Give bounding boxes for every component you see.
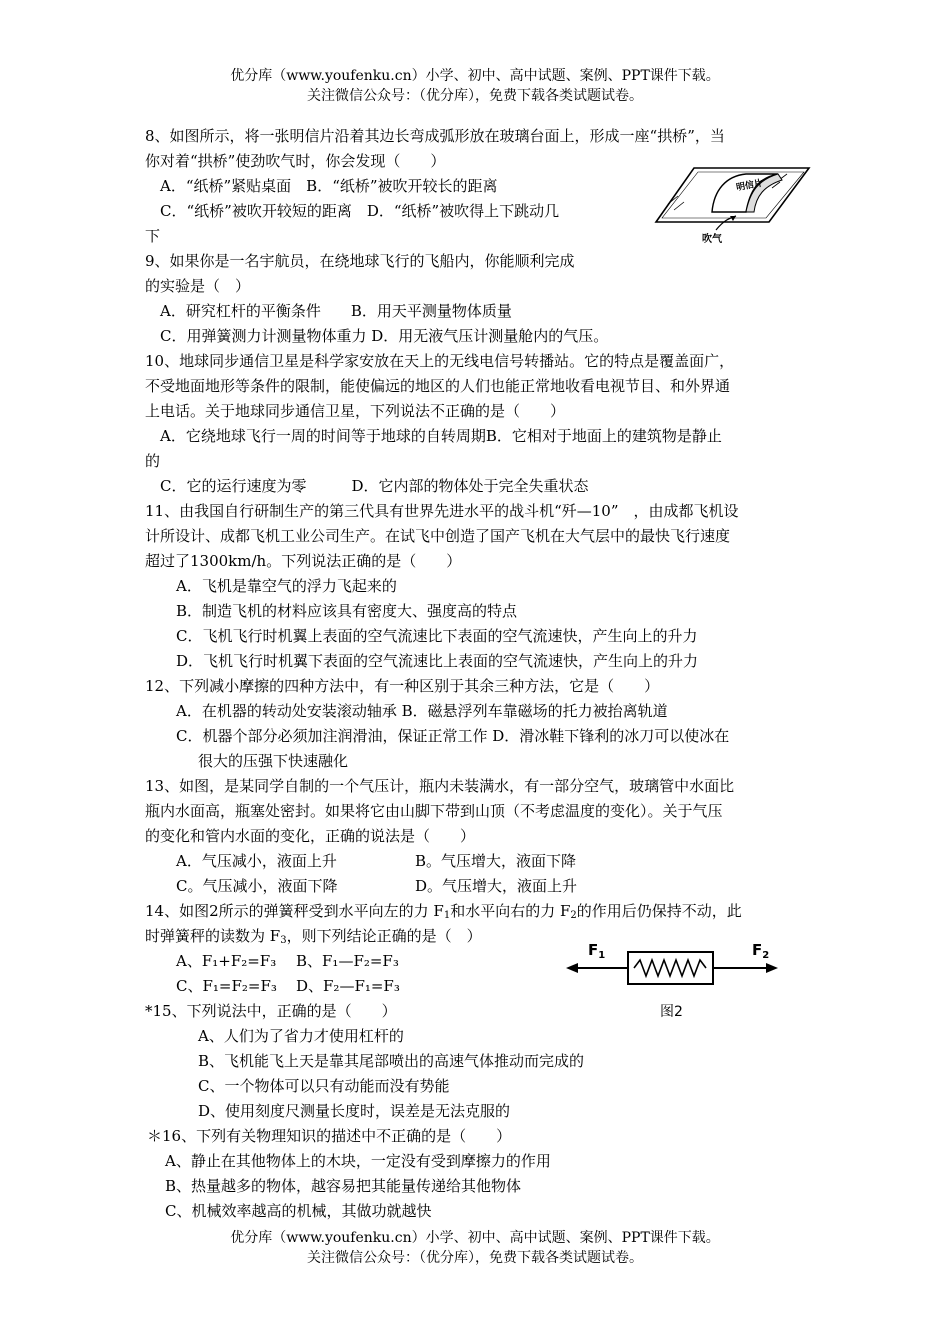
q8-options-cd-cont: 下 xyxy=(145,227,161,245)
q11-stem-line-3: 超过了1300km/h。下列说法正确的是（ ） xyxy=(145,552,462,570)
q14-stem-line-1: 14、如图2所示的弹簧秤受到水平向左的力 $F_1$和水平向右的力 $F_2$的作用后仍保持不动，此 xyxy=(145,902,742,921)
q10-stem-line-1: 10、地球同步通信卫星是科学家安放在天上的无线电信号转播站。它的特点是覆盖面广， xyxy=(145,352,735,370)
q14-stem-line-2: 时弹簧秤的读数为 $F_3$，则下列结论正确的是（ ） xyxy=(145,927,482,946)
force-f2-label: $F_2$ xyxy=(752,941,770,961)
header-line-1: 优分库（www.youfenku.cn）小学、初中、高中试题、案例、PPT课件下载。 xyxy=(230,68,720,84)
q8-stem-line-2: 你对着“拱桥”使劲吹气时，你会发现（ ） xyxy=(145,152,446,170)
q8-options-cd: C．“纸桥”被吹开较短的距离 D．“纸桥”被吹得上下跳动几 xyxy=(160,202,560,220)
q11-option-a: A．飞机是靠空气的浮力飞起来的 xyxy=(176,577,397,595)
q11-option-b: B．制造飞机的材料应该具有密度大、强度高的特点 xyxy=(176,602,518,620)
q10-stem-line-2: 不受地面地形等条件的限制，能使偏远的地区的人们也能正常地收看电视节目、和外界通 xyxy=(145,377,731,395)
q13-option-d: D。气压增大，液面上升 xyxy=(415,877,578,895)
q11-option-c: C．飞机飞行时机翼上表面的空气流速比下表面的空气流速快，产生向上的升力 xyxy=(176,627,698,645)
q16-stem: ＊16、下列有关物理知识的描述中不正确的是（ ） xyxy=(147,1127,512,1145)
q15-option-d: D、使用刻度尺测量长度时，误差是无法克服的 xyxy=(198,1102,511,1120)
q13-option-a: A．气压减小，液面上升 xyxy=(176,852,337,870)
q12-options-ab: A．在机器的转动处安装滚动轴承 B．磁悬浮列车靠磁场的托力被抬离轨道 xyxy=(176,702,668,720)
footer-line-1: 优分库（www.youfenku.cn）小学、初中、高中试题、案例、PPT课件下载。 xyxy=(230,1230,720,1246)
q8-options-ab: A．“纸桥”紧贴桌面 B．“纸桥”被吹开较长的距离 xyxy=(160,177,498,195)
q12-options-cd: C．机器个部分必须加注润滑油，保证正常工作 D．滑冰鞋下锋利的冰刀可以使冰在 xyxy=(176,727,730,745)
q11-stem-line-1: 11、由我国自行研制生产的第三代具有世界先进水平的战斗机“歼—10” ，由成都飞机设 xyxy=(145,502,739,520)
q15-stem: *15、下列说法中，正确的是（ ） xyxy=(145,1002,397,1020)
q9-stem-line-2: 的实验是（ ） xyxy=(145,277,251,295)
postcard-label: 明信片 xyxy=(735,178,764,194)
spring-balance-figure xyxy=(560,935,790,1025)
q14-option-a: A、F₁+F₂=F₃ xyxy=(176,952,277,970)
q15-option-c: C、一个物体可以只有动能而没有势能 xyxy=(198,1077,450,1095)
q16-option-a: A、静止在其他物体上的木块，一定没有受到摩擦力的作用 xyxy=(165,1152,551,1170)
q10-stem-line-3: 上电话。关于地球同步通信卫星，下列说法不正确的是（ ） xyxy=(145,402,566,420)
q11-stem-line-2: 计所设计、成都飞机工业公司生产。在试飞中创造了国产飞机在大气层中的最快飞行速度 xyxy=(145,527,731,545)
q12-stem: 12、下列减小摩擦的四种方法中，有一种区别于其余三种方法，它是（ ） xyxy=(145,677,660,695)
q10-options-ab-cont: 的 xyxy=(145,452,161,470)
q14-option-b: B、F₁—F₂=F₃ xyxy=(296,952,399,970)
q13-option-b: B。气压增大，液面下降 xyxy=(415,852,577,870)
q13-option-c: C。气压减小，液面下降 xyxy=(176,877,338,895)
q12-options-cd-cont: 很大的压强下快速融化 xyxy=(198,752,349,770)
spring-housing xyxy=(628,952,713,984)
q13-stem-line-2: 瓶内水面高，瓶塞处密封。如果将它由山脚下带到山顶（不考虑温度的变化）。关于气压 xyxy=(145,802,723,820)
q14-option-d: D、F₂—F₁=F₃ xyxy=(296,977,400,995)
q15-option-a: A、人们为了省力才使用杠杆的 xyxy=(198,1027,404,1045)
q11-option-d: D．飞机飞行时机翼下表面的空气流速比上表面的空气流速快，产生向上的升力 xyxy=(176,652,699,670)
blow-caption: 吹气 xyxy=(702,234,722,245)
q15-option-b: B、飞机能飞上天是靠其尾部喷出的高速气体推动而完成的 xyxy=(198,1052,585,1070)
figure-2-caption: 图2 xyxy=(660,1004,683,1020)
footer-line-2: 关注微信公众号：（优分库），免费下载各类试题试卷。 xyxy=(307,1250,643,1266)
q13-stem-line-3: 的变化和管内水面的变化，正确的说法是（ ） xyxy=(145,827,476,845)
q16-option-b: B、热量越多的物体，越容易把其能量传递给其他物体 xyxy=(165,1177,522,1195)
q9-stem-line-1: 9、如果你是一名宇航员，在绕地球飞行的飞船内，你能顺利完成 xyxy=(145,252,575,270)
header-line-2: 关注微信公众号：（优分库），免费下载各类试题试卷。 xyxy=(307,88,643,104)
q9-options-cd: C．用弹簧测力计测量物体重力 D．用无液气压计测量舱内的气压。 xyxy=(160,327,609,345)
q9-options-ab: A．研究杠杆的平衡条件 B．用天平测量物体质量 xyxy=(160,302,512,320)
q8-stem-line-1: 8、如图所示，将一张明信片沿着其边长弯成弧形放在玻璃台面上，形成一座“拱桥”，当 xyxy=(145,127,725,145)
q16-option-c: C、机械效率越高的机械，其做功就越快 xyxy=(165,1202,432,1220)
q10-options-cd: C．它的运行速度为零 D．它内部的物体处于完全失重状态 xyxy=(160,477,589,495)
card-bridge-figure xyxy=(654,160,814,245)
force-f1-label: $F_1$ xyxy=(588,941,606,961)
q10-options-ab: A．它绕地球飞行一周的时间等于地球的自转周期B．它相对于地面上的建筑物是静止 xyxy=(160,427,722,445)
q14-option-c: C、F₁=F₂=F₃ xyxy=(176,977,277,995)
q13-stem-line-1: 13、如图，是某同学自制的一个气压计，瓶内未装满水，有一部分空气，玻璃管中水面比 xyxy=(145,777,735,795)
